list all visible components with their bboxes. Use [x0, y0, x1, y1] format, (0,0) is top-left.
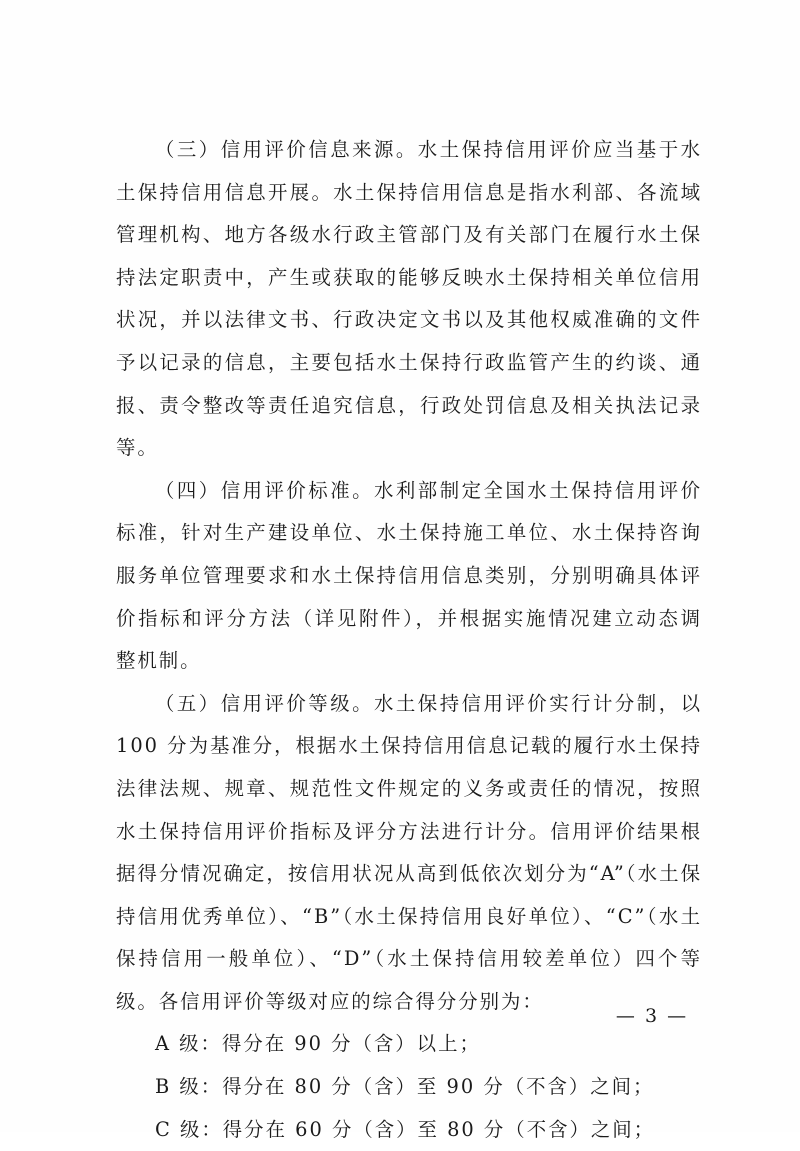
grade-line-a: A 级：得分在 90 分（含）以上；	[155, 1032, 481, 1056]
paragraph-credit-grades: （五）信用评价等级。水土保持信用评价实行计分制，以 100 分为基准分，根据水土保持信用信息记载的履行水土保持法律法规、规章、规范性文件规定的义务或责任的情况，按照水土保持信用评价指标及评分方法进行计分。信用评价结果根据得分情况确定，按信用状况从高到低依次划分为“A”（水土保持信用优秀单位）、“B”（水土保持信用良好单位）、“C”（水土保持信用一般单位）、“D”（水土保持信用较差单位）四个等级。各信用评价等级对应的综合得分分别为：	[116, 691, 702, 1013]
grade-line-b: B 级：得分在 80 分（含）至 90 分（不含）之间；	[155, 1075, 655, 1099]
grade-line-c: C 级：得分在 60 分（含）至 80 分（不含）之间；	[155, 1117, 656, 1141]
page-number: — 3 —	[615, 1005, 689, 1027]
paragraph-credit-info-source: （三）信用评价信息来源。水土保持信用评价应当基于水土保持信用信息开展。水土保持信用信息是指水利部、各流域管理机构、地方各级水行政主管部门及有关部门在履行水土保持法定职责中，产生或获取的能够反映水土保持相关单位信用状况，并以法律文书、行政决定文书以及其他权威准确的文件予以记录的信息，主要包括水土保持行政监管产生的约谈、通报、责令整改等责任追究信息，行政处罚信息及相关执法记录等。	[116, 138, 702, 460]
paragraph-credit-standard: （四）信用评价标准。水利部制定全国水土保持信用评价标准，针对生产建设单位、水土保持施工单位、水土保持咨询服务单位管理要求和水土保持信用信息类别，分别明确具体评价指标和评分方法（详见附件），并根据实施情况建立动态调整机制。	[116, 478, 702, 673]
document-body	[116, 129, 702, 1151]
